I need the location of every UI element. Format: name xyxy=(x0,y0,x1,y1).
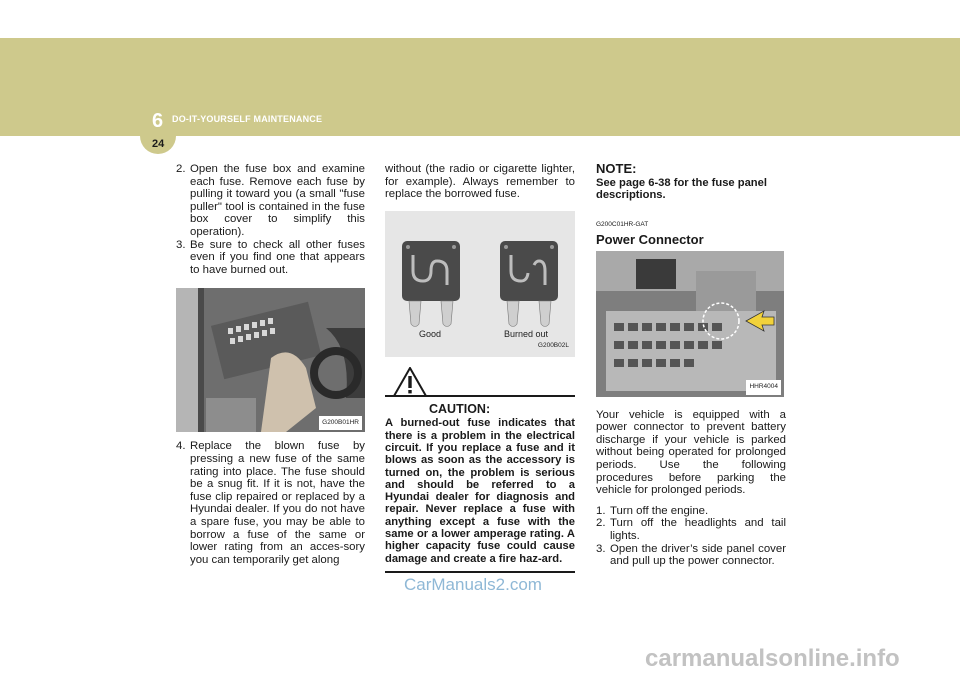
power-connector-photo xyxy=(596,251,784,397)
watermark-left: CarManuals2.com xyxy=(404,575,542,594)
list-text: Turn off the engine. xyxy=(610,504,709,517)
figure-code: G200B02L xyxy=(537,342,569,350)
list-text: Turn off the headlights and tail lights. xyxy=(610,517,786,542)
section-heading: Power Connector xyxy=(596,232,704,247)
caution-title: CAUTION: xyxy=(429,401,491,416)
page-number: 24 xyxy=(152,138,165,150)
list-text: Open the driver’s side panel cover and pull up the power connector. xyxy=(610,542,786,568)
section-title: DO-IT-YOURSELF MAINTENANCE xyxy=(172,114,323,124)
fuse-burned-label: Burned out xyxy=(504,328,549,339)
continuation-text: without (the radio or cigarette lighter, for example). Always remember to replace the borrowed fuse. xyxy=(385,163,575,201)
photo-code: G200B01HR xyxy=(319,416,362,431)
list-number: 4. xyxy=(176,440,186,453)
section-number: 6 xyxy=(152,110,164,132)
fuse-box-photo xyxy=(176,288,365,432)
column-right xyxy=(596,163,786,568)
photo-code: HHR4004 xyxy=(746,380,781,395)
list-number: 1. xyxy=(596,504,606,517)
note-title: NOTE: xyxy=(596,161,637,176)
warning-triangle-icon xyxy=(393,367,427,397)
burned-fuse-icon xyxy=(500,241,558,327)
header-band xyxy=(0,38,960,136)
list-item xyxy=(176,239,365,277)
caution-text: A burned-out fuse indicates that there is a problem in the electrical circuit. If you replace a fuse and it blows as soon as the accessory is turned on, the problem is serious and should be referred to a Hyundai dealer for diagnosis and repair. Never replace a fuse with anything except a fuse with the same or a lower amperage rating. A higher capacity fuse could cause damage and create a fire haz-ard. xyxy=(385,417,575,565)
list-item xyxy=(596,543,786,568)
fuse-box-photo-illustration xyxy=(176,288,365,432)
body-text: Your vehicle is equipped with a power connector to prevent battery discharge if your vehicle is parked without being operated for prolonged periods. Use the following procedures before parking the vehicle for prolonged periods. xyxy=(596,408,786,497)
list-number: 3. xyxy=(596,542,606,555)
column-left xyxy=(176,163,365,566)
list-number: 2. xyxy=(176,163,186,175)
list-number: 2. xyxy=(596,517,606,530)
list-item xyxy=(176,163,365,239)
good-fuse-icon xyxy=(402,241,460,327)
list-text: Be sure to check all other fuses even if you find one that appears to have burned out. xyxy=(190,238,365,276)
power-connector-photo-illustration xyxy=(596,251,784,397)
list-item xyxy=(176,440,365,566)
list-item xyxy=(596,505,786,518)
fuse-good-label: Good xyxy=(419,328,442,339)
watermark-right: carmanualsonline.info xyxy=(645,645,900,672)
list-text: Open the fuse box and examine each fuse. Remove each fuse by pulling it toward you (a small "fuse puller" tool is contained in the fuse box cover to simplify this operation). xyxy=(190,163,365,238)
list-item xyxy=(596,517,786,542)
fuse-comparison-figure xyxy=(385,211,575,357)
column-middle xyxy=(385,163,575,573)
caution-box xyxy=(385,395,575,573)
section-code: G200C01HR-GAT xyxy=(596,221,649,229)
note-text: See page 6-38 for the fuse panel descriptions. xyxy=(596,176,767,201)
list-text: Replace the blown fuse by pressing a new fuse of the same rating into place. The fuse should be a snug fit. If it is not, have the fuse clip repaired or replaced by a Hyundai dealer. If you do not have a spare fuse, you may be able to borrow a fuse of the same or lower rating from an acces-sory you can temporarily get along xyxy=(190,440,365,566)
list-number: 3. xyxy=(176,238,186,251)
steps-list xyxy=(596,505,786,568)
